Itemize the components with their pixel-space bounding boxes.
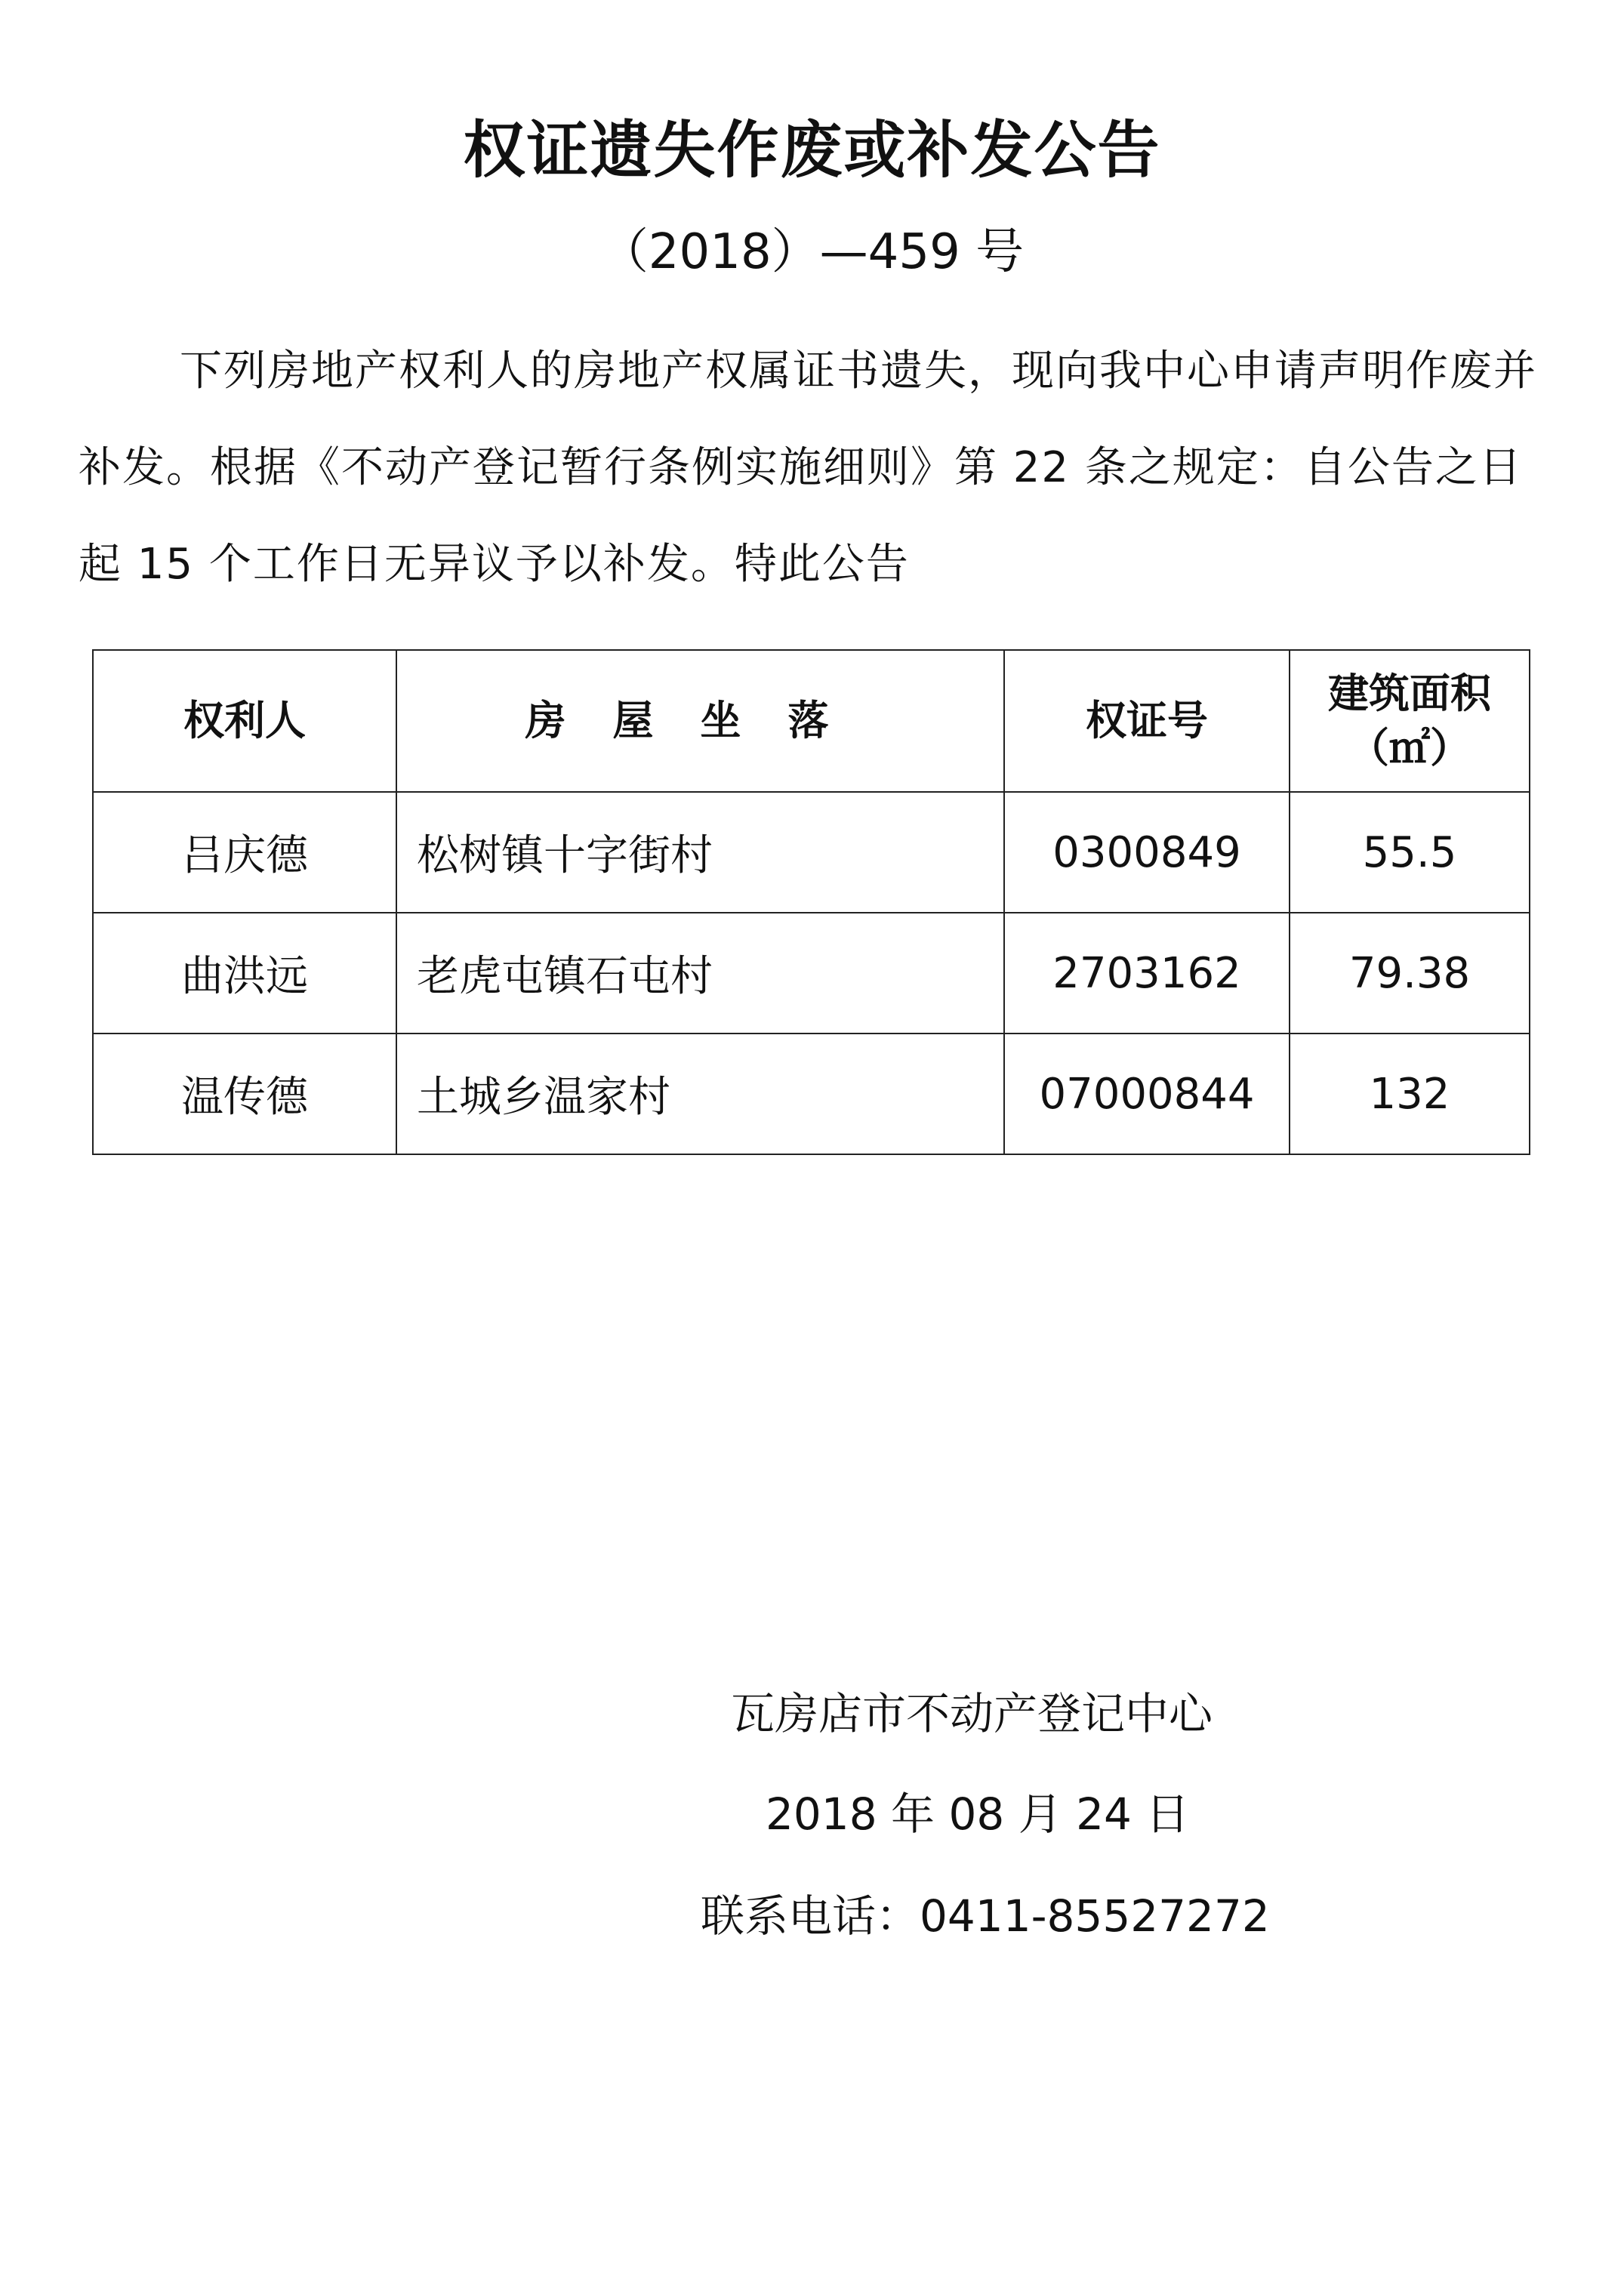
contact-phone: 联系电话：0411-85527272 [701, 1890, 1270, 1942]
cell-area: 132 [1290, 1034, 1530, 1154]
issuing-organization: 瓦房店市不动产登记中心 [731, 1688, 1213, 1739]
notice-number: （2018）—459 号 [599, 224, 1025, 280]
cell-cert-no: 2703162 [1004, 913, 1290, 1034]
table-row [93, 792, 1530, 913]
cell-cert-no: 07000844 [1004, 1034, 1290, 1154]
cell-area: 79.38 [1290, 913, 1530, 1034]
header-area [1290, 650, 1530, 792]
table-row [93, 1034, 1530, 1154]
table-row [93, 913, 1530, 1034]
cell-location: 土城乡温家村 [396, 1034, 1004, 1154]
issue-date: 2018 年 08 月 24 日 [766, 1788, 1190, 1840]
header-owner: 权利人 [93, 650, 396, 792]
header-area-unit: （㎡） [1348, 724, 1471, 772]
cell-owner: 温传德 [93, 1034, 396, 1154]
cell-cert-no: 0300849 [1004, 792, 1290, 913]
cell-location: 老虎屯镇石屯村 [396, 913, 1004, 1034]
header-cert-no: 权证号 [1004, 650, 1290, 792]
table-header-row [93, 650, 1530, 792]
notice-title: 权证遗失作废或补发公告 [463, 115, 1161, 186]
cell-location: 松树镇十字街村 [396, 792, 1004, 913]
cell-owner: 曲洪远 [93, 913, 396, 1034]
header-location [396, 650, 1004, 792]
header-area-label: 建筑面积 [1328, 670, 1491, 717]
cell-owner: 吕庆德 [93, 792, 396, 913]
records-table [92, 649, 1530, 1155]
cell-area: 55.5 [1290, 792, 1530, 913]
header-location-label: 房屋坐落 [525, 697, 876, 744]
notice-body: 下列房地产权利人的房地产权属证书遗失，现向我中心申请声明作废并补发。根据《不动产登记暂行条例实施细则》第 22 条之规定：自公告之日起 15 个工作日无异议予以补发。特此公告 [79, 347, 1537, 589]
